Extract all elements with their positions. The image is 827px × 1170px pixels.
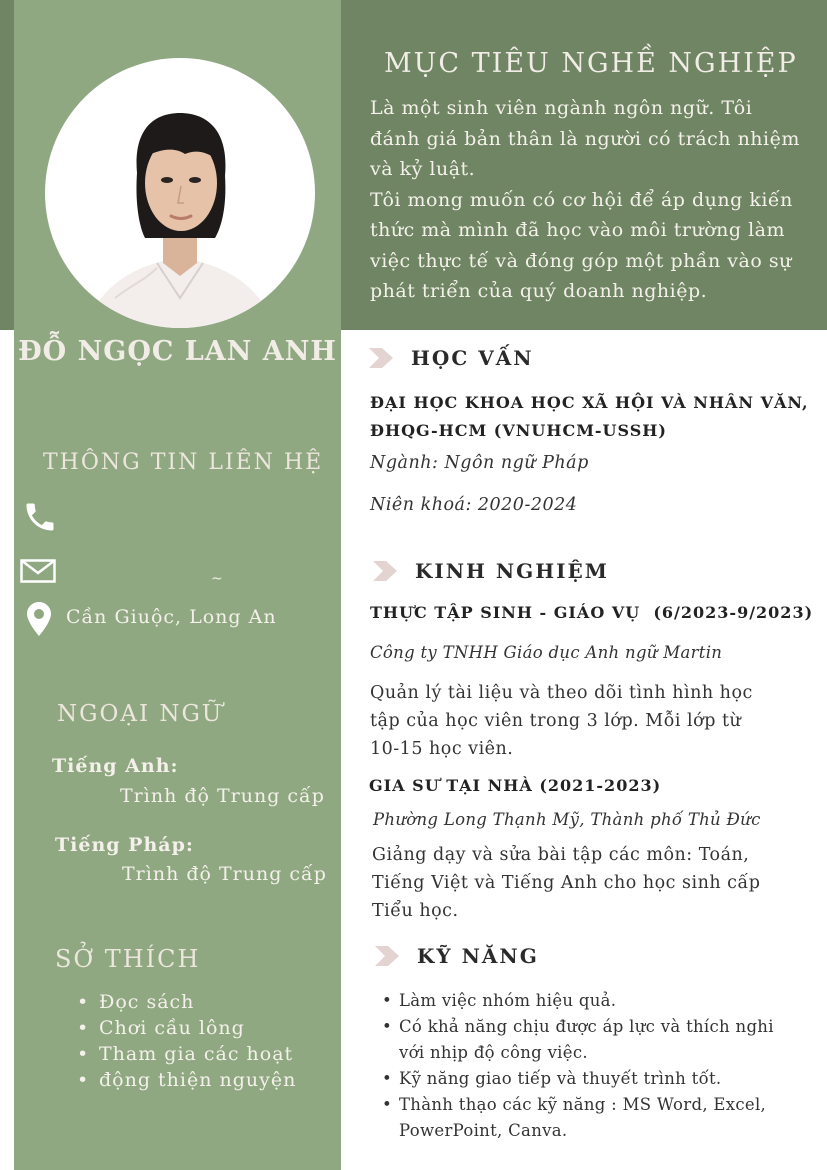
skill-item xyxy=(372,1014,812,1066)
skill-line: Kỹ năng giao tiếp và thuyết trình tốt. xyxy=(399,1069,722,1088)
chevron-right-icon xyxy=(372,560,398,586)
education-years-text: Niên khoá: 2020-2024 xyxy=(370,495,578,515)
language-name: Tiếng Anh: xyxy=(52,755,179,777)
objective-line: việc thực tế và đóng góp một phần vào sự xyxy=(370,249,792,272)
skill-line: Làm việc nhóm hiệu quả. xyxy=(399,991,617,1010)
job-description-line: 10-15 học viên. xyxy=(370,739,514,759)
skill-line: • Có khả năng chịu được áp lực và thích nghi xyxy=(399,1017,774,1036)
job-description xyxy=(370,679,753,763)
header-left-strip xyxy=(0,0,14,330)
job-description xyxy=(372,841,760,925)
experience-section-title: KINH NGHIỆM xyxy=(415,559,609,583)
contact-section-title: THÔNG TIN LIÊN HỆ xyxy=(43,450,324,475)
skills-section-title: KỸ NĂNG xyxy=(417,944,539,968)
skills-list xyxy=(372,988,812,1144)
skill-line: • Thành thạo các kỹ năng : MS Word, Excel, xyxy=(399,1095,767,1114)
objective-line: phát triển của quý doanh nghiệp. xyxy=(370,280,708,302)
job-organization: Công ty TNHH Giáo dục Anh ngữ Martin xyxy=(370,643,723,662)
skill-item xyxy=(372,988,812,1014)
hobby-item: • Tham gia các hoạt xyxy=(54,1041,334,1067)
language-level: Trình độ Trung cấp xyxy=(120,785,325,807)
objective-line: và kỷ luật. xyxy=(370,158,476,180)
languages-section-title: NGOẠI NGỮ xyxy=(57,701,224,727)
job-description-line: Giảng dạy và sửa bài tập các môn: Toán, xyxy=(372,845,750,865)
skill-line: PowerPoint, Canva. xyxy=(399,1121,568,1140)
hobby-item: • Chơi cầu lông xyxy=(54,1015,334,1041)
profile-photo xyxy=(45,58,315,328)
chevron-right-icon xyxy=(374,945,400,971)
school-name xyxy=(370,389,809,445)
objective-line: thức mà mình đã học vào môi trường làm xyxy=(370,219,786,241)
objective-line: Là một sinh viên ngành ngôn ngữ. Tôi xyxy=(370,97,753,119)
skill-item xyxy=(372,1066,812,1092)
school-name-line: ĐẠI HỌC KHOA HỌC XÃ HỘI VÀ NHÂN VĂN, xyxy=(370,393,809,412)
email-value: ~ xyxy=(211,571,223,587)
job-description-line: Quản lý tài liệu và theo dõi tình hình học xyxy=(370,683,753,703)
map-pin-icon xyxy=(26,601,52,641)
hobbies-section-title: SỞ THÍCH xyxy=(55,945,201,973)
school-name-line: ĐHQG-HCM (VNUHCM-USSH) xyxy=(370,421,667,440)
education-section-title: HỌC VẤN xyxy=(411,346,534,370)
objective-line: đánh giá bản thân là người có trách nhiệm xyxy=(370,127,800,150)
candidate-name: ĐỖ NGỌC LAN ANH xyxy=(18,336,337,367)
education-major-text: Ngành: Ngôn ngữ Pháp xyxy=(370,453,589,473)
hobbies-list xyxy=(54,989,334,1093)
job-organization: Phường Long Thạnh Mỹ, Thành phố Thủ Đức xyxy=(373,810,761,829)
job-role: THỰC TẬP SINH - GIÁO VỤ (6/2023-9/2023) xyxy=(370,603,814,622)
skill-line: với nhịp độ công việc. xyxy=(399,1043,588,1062)
phone-icon xyxy=(22,499,58,539)
education-years xyxy=(370,491,577,520)
objective-line: Tôi mong muốn có cơ hội để áp dụng kiến xyxy=(370,188,793,211)
envelope-icon xyxy=(20,559,56,587)
job-description-line: Tiếng Việt và Tiếng Anh cho học sinh cấp xyxy=(372,873,761,893)
address-text: Cần Giuộc, Long An xyxy=(66,606,277,628)
job-role: GIA SƯ TẠI NHÀ (2021-2023) xyxy=(369,776,662,795)
education-major xyxy=(370,449,589,478)
hobby-item: • Đọc sách xyxy=(54,989,334,1015)
career-objective-text xyxy=(370,93,810,307)
job-description-line: tập của học viên trong 3 lớp. Mỗi lớp từ xyxy=(370,711,742,731)
skill-item xyxy=(372,1092,812,1144)
hobby-item: • động thiện nguyện xyxy=(54,1067,334,1093)
language-level: Trình độ Trung cấp xyxy=(122,863,327,885)
job-description-line: Tiểu học. xyxy=(372,901,459,921)
language-name: Tiếng Pháp: xyxy=(55,834,194,856)
chevron-right-icon xyxy=(368,347,394,373)
career-objective-title: MỤC TIÊU NGHỀ NGHIỆP xyxy=(384,48,798,79)
